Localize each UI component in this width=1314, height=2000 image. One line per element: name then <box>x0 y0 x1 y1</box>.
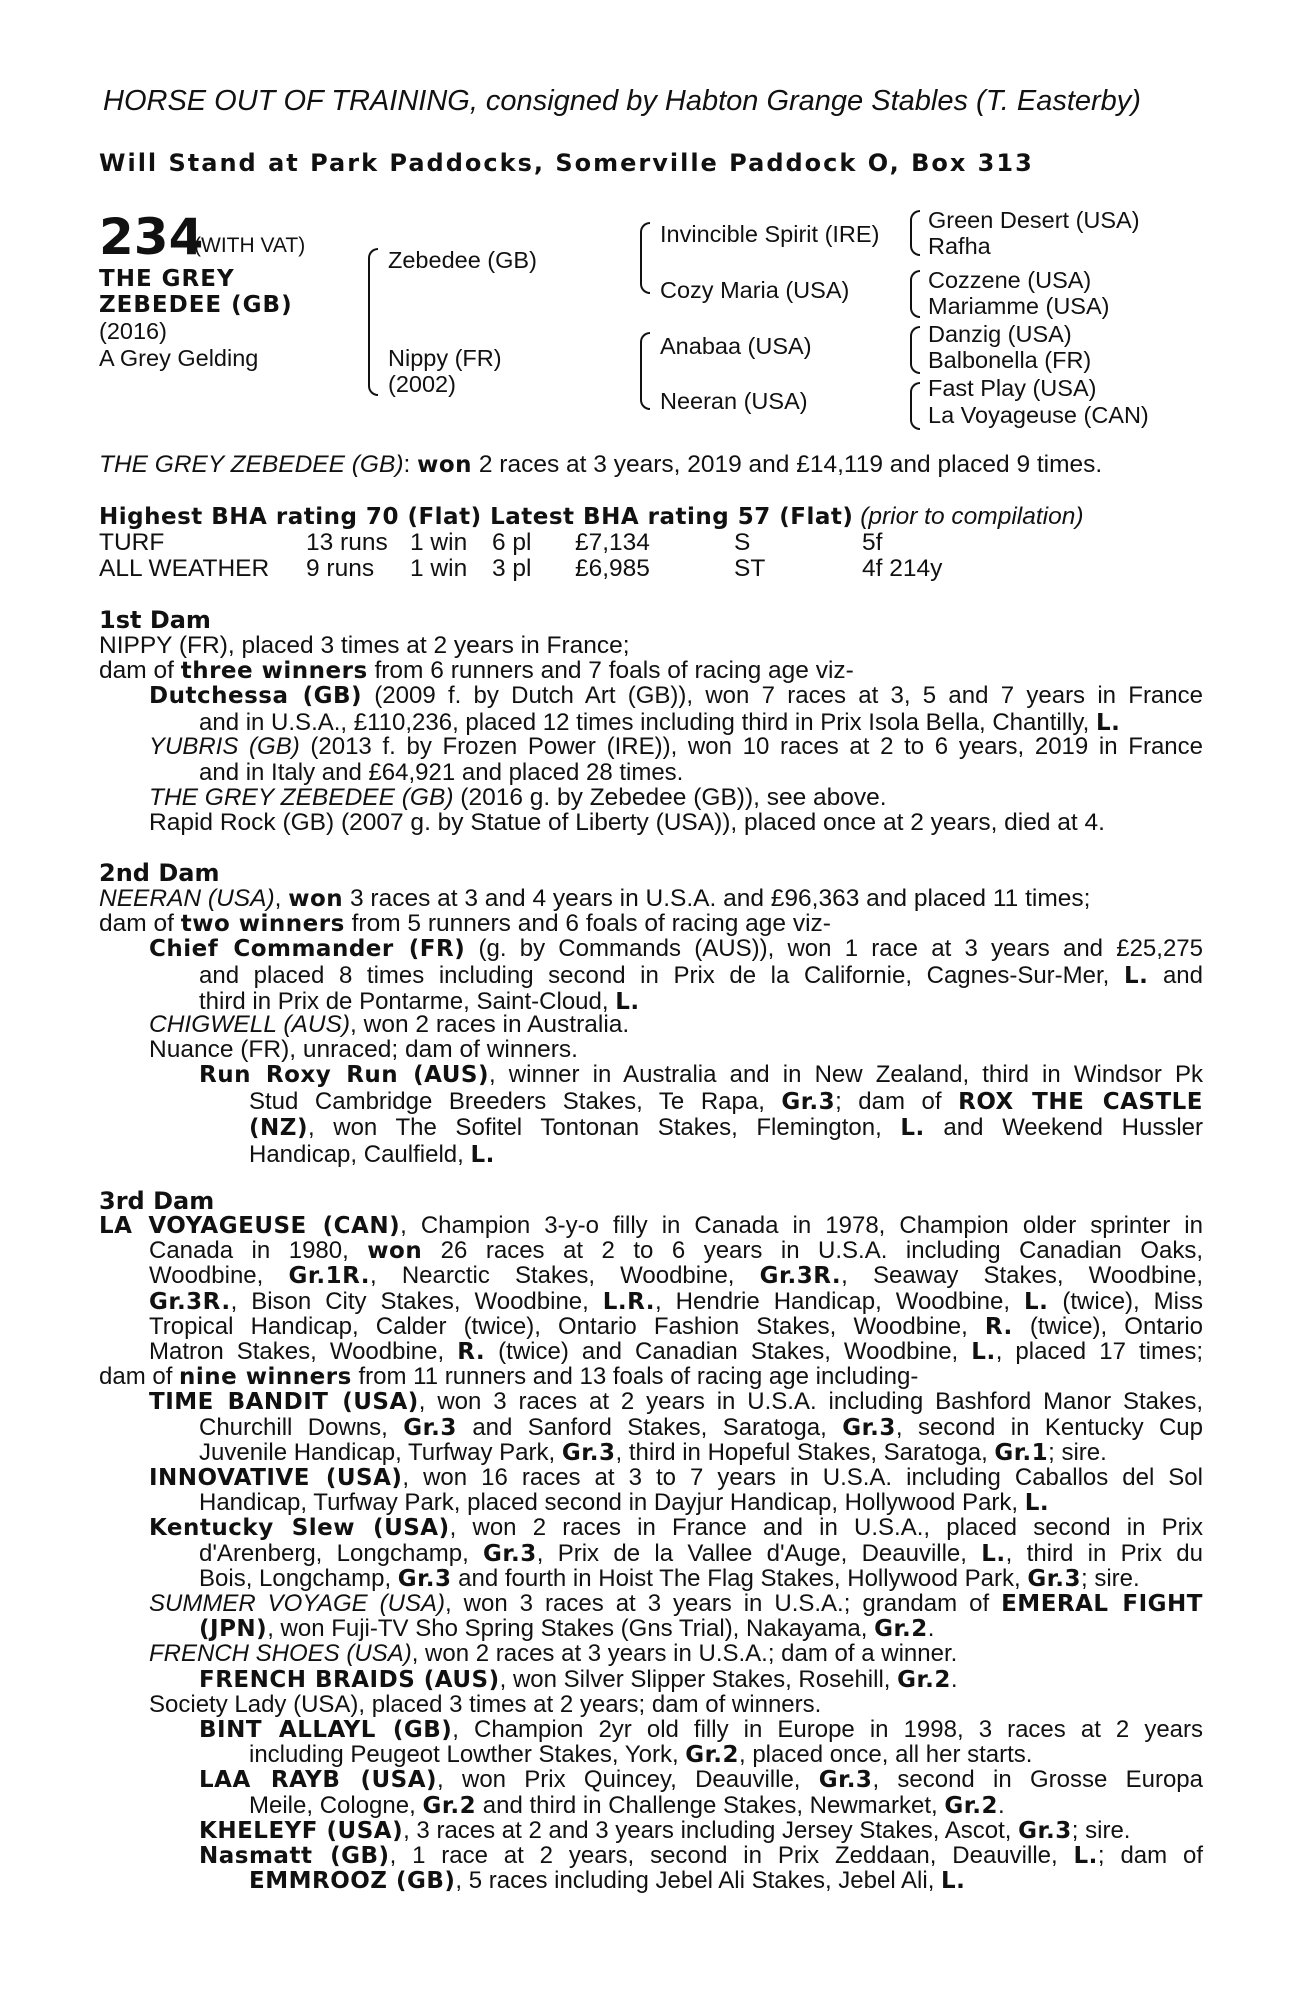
third-dam-line: EMMROOZ (GB), 5 races including Jebel Ali Stakes, Jebel Ali, L. <box>249 1867 966 1895</box>
sire-dam: Cozy Maria (USA) <box>660 277 850 303</box>
record-distance: 5f <box>862 529 883 556</box>
third-dam-line: including Peugeot Lowther Stakes, York, Gr.2, placed once, all her starts. <box>249 1741 1033 1769</box>
third-dam-heading: 3rd Dam <box>99 1187 215 1215</box>
grandsire-3: Cozzene (USA) <box>928 267 1092 293</box>
third-dam-line: KHELEYF (USA), 3 races at 2 and 3 years including Jersey Stakes, Ascot, Gr.3; sire. <box>199 1816 1131 1844</box>
pedigree-bracket <box>910 270 920 318</box>
progeny-entry: Dutchessa (GB) (2009 f. by Dutch Art (GB)), won 7 races at 3, 5 and 7 years in France and in U.S.A., £110,236, placed 12 times including third in Prix Isola Bella, Chantilly, L. <box>149 682 1203 736</box>
sire-sire: Invincible Spirit (IRE) <box>660 221 880 247</box>
first-dam-line: NIPPY (FR), placed 3 times at 2 years in France; <box>99 632 630 659</box>
record-wins: 1 win <box>410 555 468 582</box>
third-dam-line: FRENCH SHOES (USA), won 2 races at 3 years in U.S.A.; dam of a winner. <box>149 1640 958 1668</box>
third-dam-line: Nasmatt (GB), 1 race at 2 years, second in Prix Zeddaan, Deauville, L.; dam of <box>199 1842 1203 1869</box>
first-dam-heading: 1st Dam <box>99 606 211 634</box>
grandsire-4: Mariamme (USA) <box>928 293 1110 319</box>
third-dam-line: Kentucky Slew (USA), won 2 races in France and in U.S.A., placed second in Prix <box>149 1514 1203 1542</box>
second-dam-line: dam of two winners from 5 runners and 6 foals of racing age viz- <box>99 910 831 937</box>
record-prize: £6,985 <box>575 555 650 582</box>
record-placed: 6 pl <box>492 529 532 556</box>
third-dam-line: SUMMER VOYAGE (USA), won 3 races at 3 years in U.S.A.; grandam of EMERAL FIGHT <box>149 1590 1203 1617</box>
page-header: HORSE OUT OF TRAINING, consigned by Habton Grange Stables (T. Easterby) <box>103 85 1141 117</box>
third-dam-line: Juvenile Handicap, Turfway Park, Gr.3, third in Hopeful Stakes, Saratoga, Gr.1; sire. <box>199 1438 1107 1466</box>
first-dam-line: dam of three winners from 6 runners and 7 foals of racing age viz- <box>99 657 854 684</box>
third-dam-line: Bois, Longchamp, Gr.3 and fourth in Hoist The Flag Stakes, Hollywood Park, Gr.3; sire. <box>199 1564 1140 1592</box>
horse-name-line2: ZEBEDEE (GB) <box>99 292 293 318</box>
third-dam-line: TIME BANDIT (USA), won 3 races at 2 years in U.S.A. including Bashford Manor Stakes, <box>149 1388 1204 1416</box>
third-dam-line: Gr.3R., Bison City Stakes, Woodbine, L.R., Hendrie Handicap, Woodbine, L. (twice), Miss <box>149 1287 1203 1315</box>
vat-note: (WITH VAT) <box>194 234 306 257</box>
grandsire-6: Balbonella (FR) <box>928 347 1092 373</box>
record-going: ST <box>734 555 766 582</box>
record-prize: £7,134 <box>575 529 650 556</box>
third-dam-line: Meile, Cologne, Gr.2 and third in Challenge Stakes, Newmarket, Gr.2. <box>249 1791 1005 1819</box>
third-dam-line: Woodbine, Gr.1R., Nearctic Stakes, Woodbine, Gr.3R., Seaway Stakes, Woodbine, <box>149 1262 1203 1290</box>
third-dam-line: INNOVATIVE (USA), won 16 races at 3 to 7 years in U.S.A. including Caballos del Sol <box>149 1464 1203 1491</box>
pedigree-bracket <box>640 332 650 410</box>
bha-ratings: Highest BHA rating 70 (Flat) Latest BHA rating 57 (Flat) (prior to compilation) <box>99 503 1084 530</box>
record-runs: 9 runs <box>306 555 375 582</box>
horse-name-line1: THE GREY <box>99 266 235 292</box>
horse-description: A Grey Gelding <box>99 345 259 371</box>
pedigree-bracket <box>368 248 378 396</box>
pedigree-bracket <box>910 326 920 374</box>
progeny-entry: Run Roxy Run (AUS), winner in Australia and in New Zealand, third in Windsor Pk Stud Cambridge Breeders Stakes, Te Rapa, Gr.3; dam of ROX THE CASTLE (NZ), won The Sofitel Tontonan Stakes, Flemington, L. and Weekend Hussler Handicap, Caulfield, L. <box>199 1061 1204 1168</box>
third-dam-line: Churchill Downs, Gr.3 and Sanford Stakes, Saratoga, Gr.3, second in Kentucky Cup <box>199 1413 1204 1441</box>
third-dam-line: (JPN), won Fuji-TV Sho Spring Stakes (Gns Trial), Nakayama, Gr.2. <box>199 1615 935 1643</box>
second-dam-heading: 2nd Dam <box>99 859 220 887</box>
dam-dam: Neeran (USA) <box>660 388 808 414</box>
third-dam-line: LAA RAYB (USA), won Prix Quincey, Deauville, Gr.3, second in Grosse Europa <box>199 1766 1204 1794</box>
record-placed: 3 pl <box>492 555 532 582</box>
grandsire-5: Danzig (USA) <box>928 321 1072 347</box>
third-dam-line: LA VOYAGEUSE (CAN), Champion 3-y-o filly in Canada in 1978, Champion older sprinter in <box>99 1212 1203 1239</box>
third-dam-line: Society Lady (USA), placed 3 times at 2 years; dam of winners. <box>149 1690 822 1718</box>
dam-sire: Anabaa (USA) <box>660 333 812 359</box>
second-dam-line: NEERAN (USA), won 3 races at 3 and 4 years in U.S.A. and £96,363 and placed 11 times; <box>99 885 1091 912</box>
record-surface: TURF <box>99 529 165 556</box>
third-dam-line: Handicap, Turfway Park, placed second in Dayjur Handicap, Hollywood Park, L. <box>199 1489 1050 1517</box>
record-wins: 1 win <box>410 529 468 556</box>
lot-number: 234 <box>99 208 204 266</box>
grandsire-2: Rafha <box>928 233 991 259</box>
record-surface: ALL WEATHER <box>99 555 270 582</box>
record-distance: 4f 214y <box>862 555 943 582</box>
dam: Nippy (FR) <box>388 345 502 371</box>
third-dam-line: FRENCH BRAIDS (AUS), won Silver Slipper Stakes, Rosehill, Gr.2. <box>199 1665 958 1693</box>
sire: Zebedee (GB) <box>388 247 537 273</box>
pedigree-bracket <box>910 210 920 256</box>
race-summary: THE GREY ZEBEDEE (GB): won 2 races at 3 years, 2019 and £14,119 and placed 9 times. <box>99 451 1103 478</box>
third-dam-line: BINT ALLAYL (GB), Champion 2yr old filly in Europe in 1998, 3 races at 2 years <box>199 1716 1204 1743</box>
dam-year: (2002) <box>388 371 456 397</box>
grandsire-8: La Voyageuse (CAN) <box>928 402 1149 428</box>
progeny-entry: Chief Commander (FR) (g. by Commands (AUS)), won 1 race at 3 years and £25,275 and placed 8 times including second in Prix de la Californie, Cagnes-Sur-Mer, L. and third in Prix de Pontarme, Saint-Cloud, L. <box>149 935 1203 1015</box>
grandsire-1: Green Desert (USA) <box>928 207 1140 233</box>
third-dam-line: Tropical Handicap, Calder (twice), Ontario Fashion Stakes, Woodbine, R. (twice), Ontario <box>149 1312 1204 1340</box>
stand-location: Will Stand at Park Paddocks, Somerville Paddock O, Box 313 <box>99 149 1034 177</box>
third-dam-line: dam of nine winners from 11 runners and 13 foals of racing age including- <box>99 1363 919 1391</box>
progeny-entry: Nuance (FR), unraced; dam of winners. <box>149 1036 578 1063</box>
progeny-entry: CHIGWELL (AUS), won 2 races in Australia. <box>149 1011 630 1038</box>
third-dam-line: Canada in 1980, won 26 races at 2 to 6 years in U.S.A. including Canadian Oaks, <box>149 1237 1204 1265</box>
third-dam-line: Matron Stakes, Woodbine, R. (twice) and Canadian Stakes, Woodbine, L., placed 17 times; <box>149 1338 1203 1365</box>
pedigree-bracket <box>640 222 650 294</box>
progeny-entry: THE GREY ZEBEDEE (GB) (2016 g. by Zebedee (GB)), see above. <box>149 784 887 811</box>
pedigree-bracket <box>910 382 920 430</box>
record-going: S <box>734 529 751 556</box>
third-dam-line: d'Arenberg, Longchamp, Gr.3, Prix de la Vallee d'Auge, Deauville, L., third in Prix du <box>199 1539 1203 1567</box>
progeny-entry: Rapid Rock (GB) (2007 g. by Statue of Liberty (USA)), placed once at 2 years, died at 4. <box>149 809 1105 836</box>
progeny-entry: YUBRIS (GB) (2013 f. by Frozen Power (IRE)), won 10 races at 2 to 6 years, 2019 in France and in Italy and £64,921 and placed 28 times. <box>149 733 1203 786</box>
grandsire-7: Fast Play (USA) <box>928 375 1097 401</box>
foaling-year: (2016) <box>99 318 167 344</box>
record-runs: 13 runs <box>306 529 388 556</box>
